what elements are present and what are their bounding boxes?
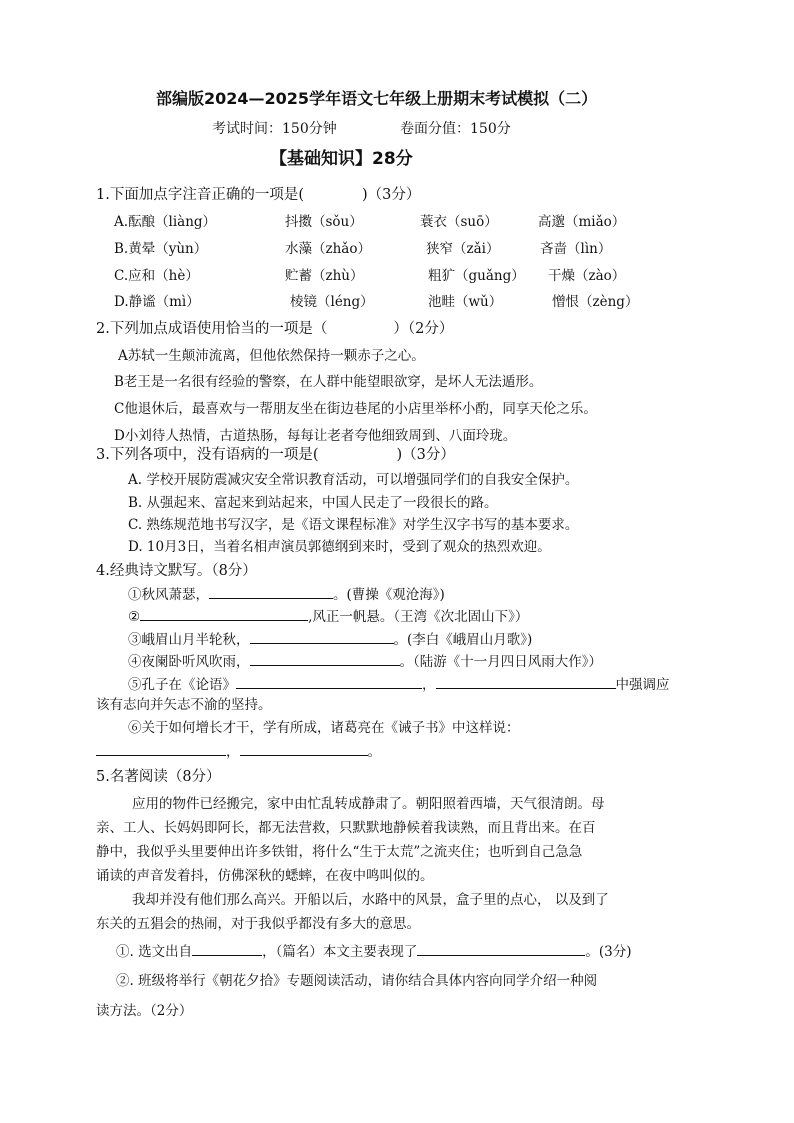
answer-blank[interactable]	[250, 629, 394, 644]
answer-blank[interactable]	[240, 741, 368, 756]
q1-option-a-1: A.酝酿（liàng）	[114, 214, 217, 230]
q1-stem-score: )（3分）	[362, 187, 421, 203]
q4-line-2-text: ,风正一帆悬。（王湾《次北固山下》）	[308, 609, 529, 625]
answer-blank[interactable]	[250, 651, 400, 666]
q4-line-5-tail: 中强调应	[615, 677, 670, 693]
passage-line: 应用的物件已经搬完，家中由忙乱转成静肃了。朝阳照着西墙，天气很清朗。母	[132, 796, 605, 812]
q5-sub-1	[116, 941, 631, 961]
q1-option-c-3: 粗犷（guǎng）	[428, 268, 525, 284]
q5-sub-1-score: 。(3分)	[585, 944, 632, 960]
answer-blank[interactable]	[236, 674, 422, 689]
passage-line: 亲、工人、长妈妈即阿长，都无法营救，只默默地静候着我读熟，而且背出来。在百	[96, 820, 596, 836]
q5-sub-2: ②. 班级将举行《朝花夕拾》专题阅读活动，请你结合具体内容向同学介绍一种阅	[116, 973, 598, 989]
q4-line-7	[96, 741, 381, 761]
q1-option-d-3: 池畦（wǔ）	[428, 294, 503, 310]
q1-option-b-2: 水藻（zhǎo）	[285, 241, 371, 257]
q5-sub-1-mid: ，（篇名）本文主要表现了	[262, 944, 418, 960]
q1-option-d-2: 棱镜（léng）	[290, 294, 374, 310]
section-heading: 【基础知识】28分	[270, 149, 413, 169]
answer-blank[interactable]	[96, 741, 226, 756]
q1-option-c-2: 贮蓄（zhù）	[285, 268, 364, 284]
q3-option-d: D. 10月3日，当着名相声演员郭德纲到来时，受到了观众的热烈欢迎。	[128, 539, 551, 555]
q5-stem: 5.名著阅读（8分）	[96, 769, 221, 785]
q5-sub-2-cont: 读方法。（2分）	[96, 1003, 193, 1019]
page-title: 部编版2024—2025学年语文七年级上册期末考试模拟（二）	[156, 89, 598, 108]
q4-line-2: ② ,风正一帆悬。（王湾《次北固山下》）	[128, 606, 528, 626]
q1-option-b-4: 吝啬（lìn）	[540, 241, 612, 257]
q3-option-c: C. 熟练规范地书写汉字，是《语文课程标准》对学生汉字书写的基本要求。	[128, 517, 579, 533]
answer-blank[interactable]	[192, 941, 262, 956]
exam-score: 卷面分值：150分	[400, 121, 511, 137]
q4-line-6: ⑥关于如何增长才干，学有所成，诸葛亮在《诫子书》中这样说：	[128, 720, 520, 736]
q3-option-a: A. 学校开展防震减灾安全常识教育活动，可以增强同学们的自我安全保护。	[128, 472, 579, 488]
q4-line-5-text: ⑤孔子在《论语》	[128, 677, 236, 693]
q2-stem	[96, 320, 453, 338]
passage-line: 静中，我似乎头里要伸出许多铁钳，将什么“生于太荒”之流夹住；也听到自己急急	[96, 844, 583, 860]
q4-line-4-source: 。（陆游《十一月四日风雨大作》）	[399, 654, 602, 670]
q2-option-c: C他退休后，最喜欢与一帮朋友坐在街边巷尾的小店里举杯小酌，同享天伦之乐。	[114, 401, 597, 417]
q4-stem: 4.经典诗文默写。（8分）	[96, 563, 257, 579]
q3-option-b: B. 从强起来、富起来到站起来，中国人民走了一段很长的路。	[128, 495, 498, 511]
answer-blank[interactable]	[140, 606, 308, 621]
q4-line-1-text: ①秋风萧瑟，	[128, 587, 209, 603]
q1-option-b-3: 狭窄（zǎi）	[426, 241, 500, 257]
q4-line-4	[128, 651, 602, 671]
exam-time: 考试时间：150分钟	[212, 121, 337, 137]
q4-line-3-text: ③峨眉山月半轮秋，	[128, 632, 250, 648]
q1-option-a-2: 抖擞（sǒu）	[285, 214, 363, 230]
passage-line: 东关的五猖会的热闹，对于我似乎都没有多大的意思。	[96, 916, 420, 932]
q4-line-4-text: ④夜阑卧听风吹雨，	[128, 654, 250, 670]
q3-stem-text: 3.下列各项中，没有语病的一项是(	[96, 447, 319, 463]
answer-blank[interactable]	[417, 941, 585, 956]
q4-line-7-end: 。	[367, 744, 381, 760]
q1-option-a-4: 高邈（miǎo）	[538, 214, 626, 230]
q4-line-7-comma: ，	[226, 744, 240, 760]
q4-line-5-comma: ，	[422, 677, 436, 693]
q3-stem-score: )（3分）	[396, 447, 455, 463]
q2-option-a: A苏轼一生颠沛流离，但他依然保持一颗赤子之心。	[118, 348, 425, 364]
answer-blank[interactable]	[209, 584, 333, 599]
q2-stem-text: 2.下列加点成语使用恰当的一项是（	[96, 321, 328, 337]
q1-stem-text: 1.下面加点字注音正确的一项是(	[96, 187, 304, 203]
q2-stem-score: ）（2分）	[393, 321, 454, 337]
q4-line-3-source: 。(李白《峨眉山月歌》)	[393, 632, 533, 648]
q3-stem	[96, 446, 455, 464]
q1-option-c-4: 干燥（zào）	[548, 268, 626, 284]
q4-line-3	[128, 629, 532, 649]
q1-option-c-1: C.应和（hè）	[114, 268, 199, 284]
q4-line-1-source: 。(曹操《观沧海》)	[333, 587, 445, 603]
passage-line: 我却并没有他们那么高兴。开船以后，水路中的风景，盒子里的点心， 以及到了	[132, 892, 609, 908]
q1-option-a-3: 蓑衣（suō）	[420, 214, 498, 230]
q4-line-5-cont: 该有志向并矢志不渝的坚持。	[96, 697, 272, 713]
q1-option-d-4: 憎恨（zèng）	[552, 294, 639, 310]
q1-option-d-1: D.静谧（mì）	[114, 294, 200, 310]
q2-option-b: B老王是一名很有经验的警察，在人群中能望眼欲穿，是坏人无法遁形。	[114, 374, 543, 390]
passage-line: 诵读的声音发着抖，仿佛深秋的蟋蟀，在夜中鸣叫似的。	[96, 868, 434, 884]
q1-option-b-1: B.黄晕（yùn）	[114, 241, 208, 257]
q5-sub-1-text: ①. 选文出自	[116, 944, 193, 960]
q4-line-5	[128, 674, 670, 694]
q2-option-d: D小刘待人热情，古道热肠，每每让老者夸他细致周到、八面玲珑。	[114, 428, 517, 444]
answer-blank[interactable]	[436, 674, 616, 689]
q4-line-1	[128, 584, 445, 604]
q1-stem	[96, 186, 420, 204]
